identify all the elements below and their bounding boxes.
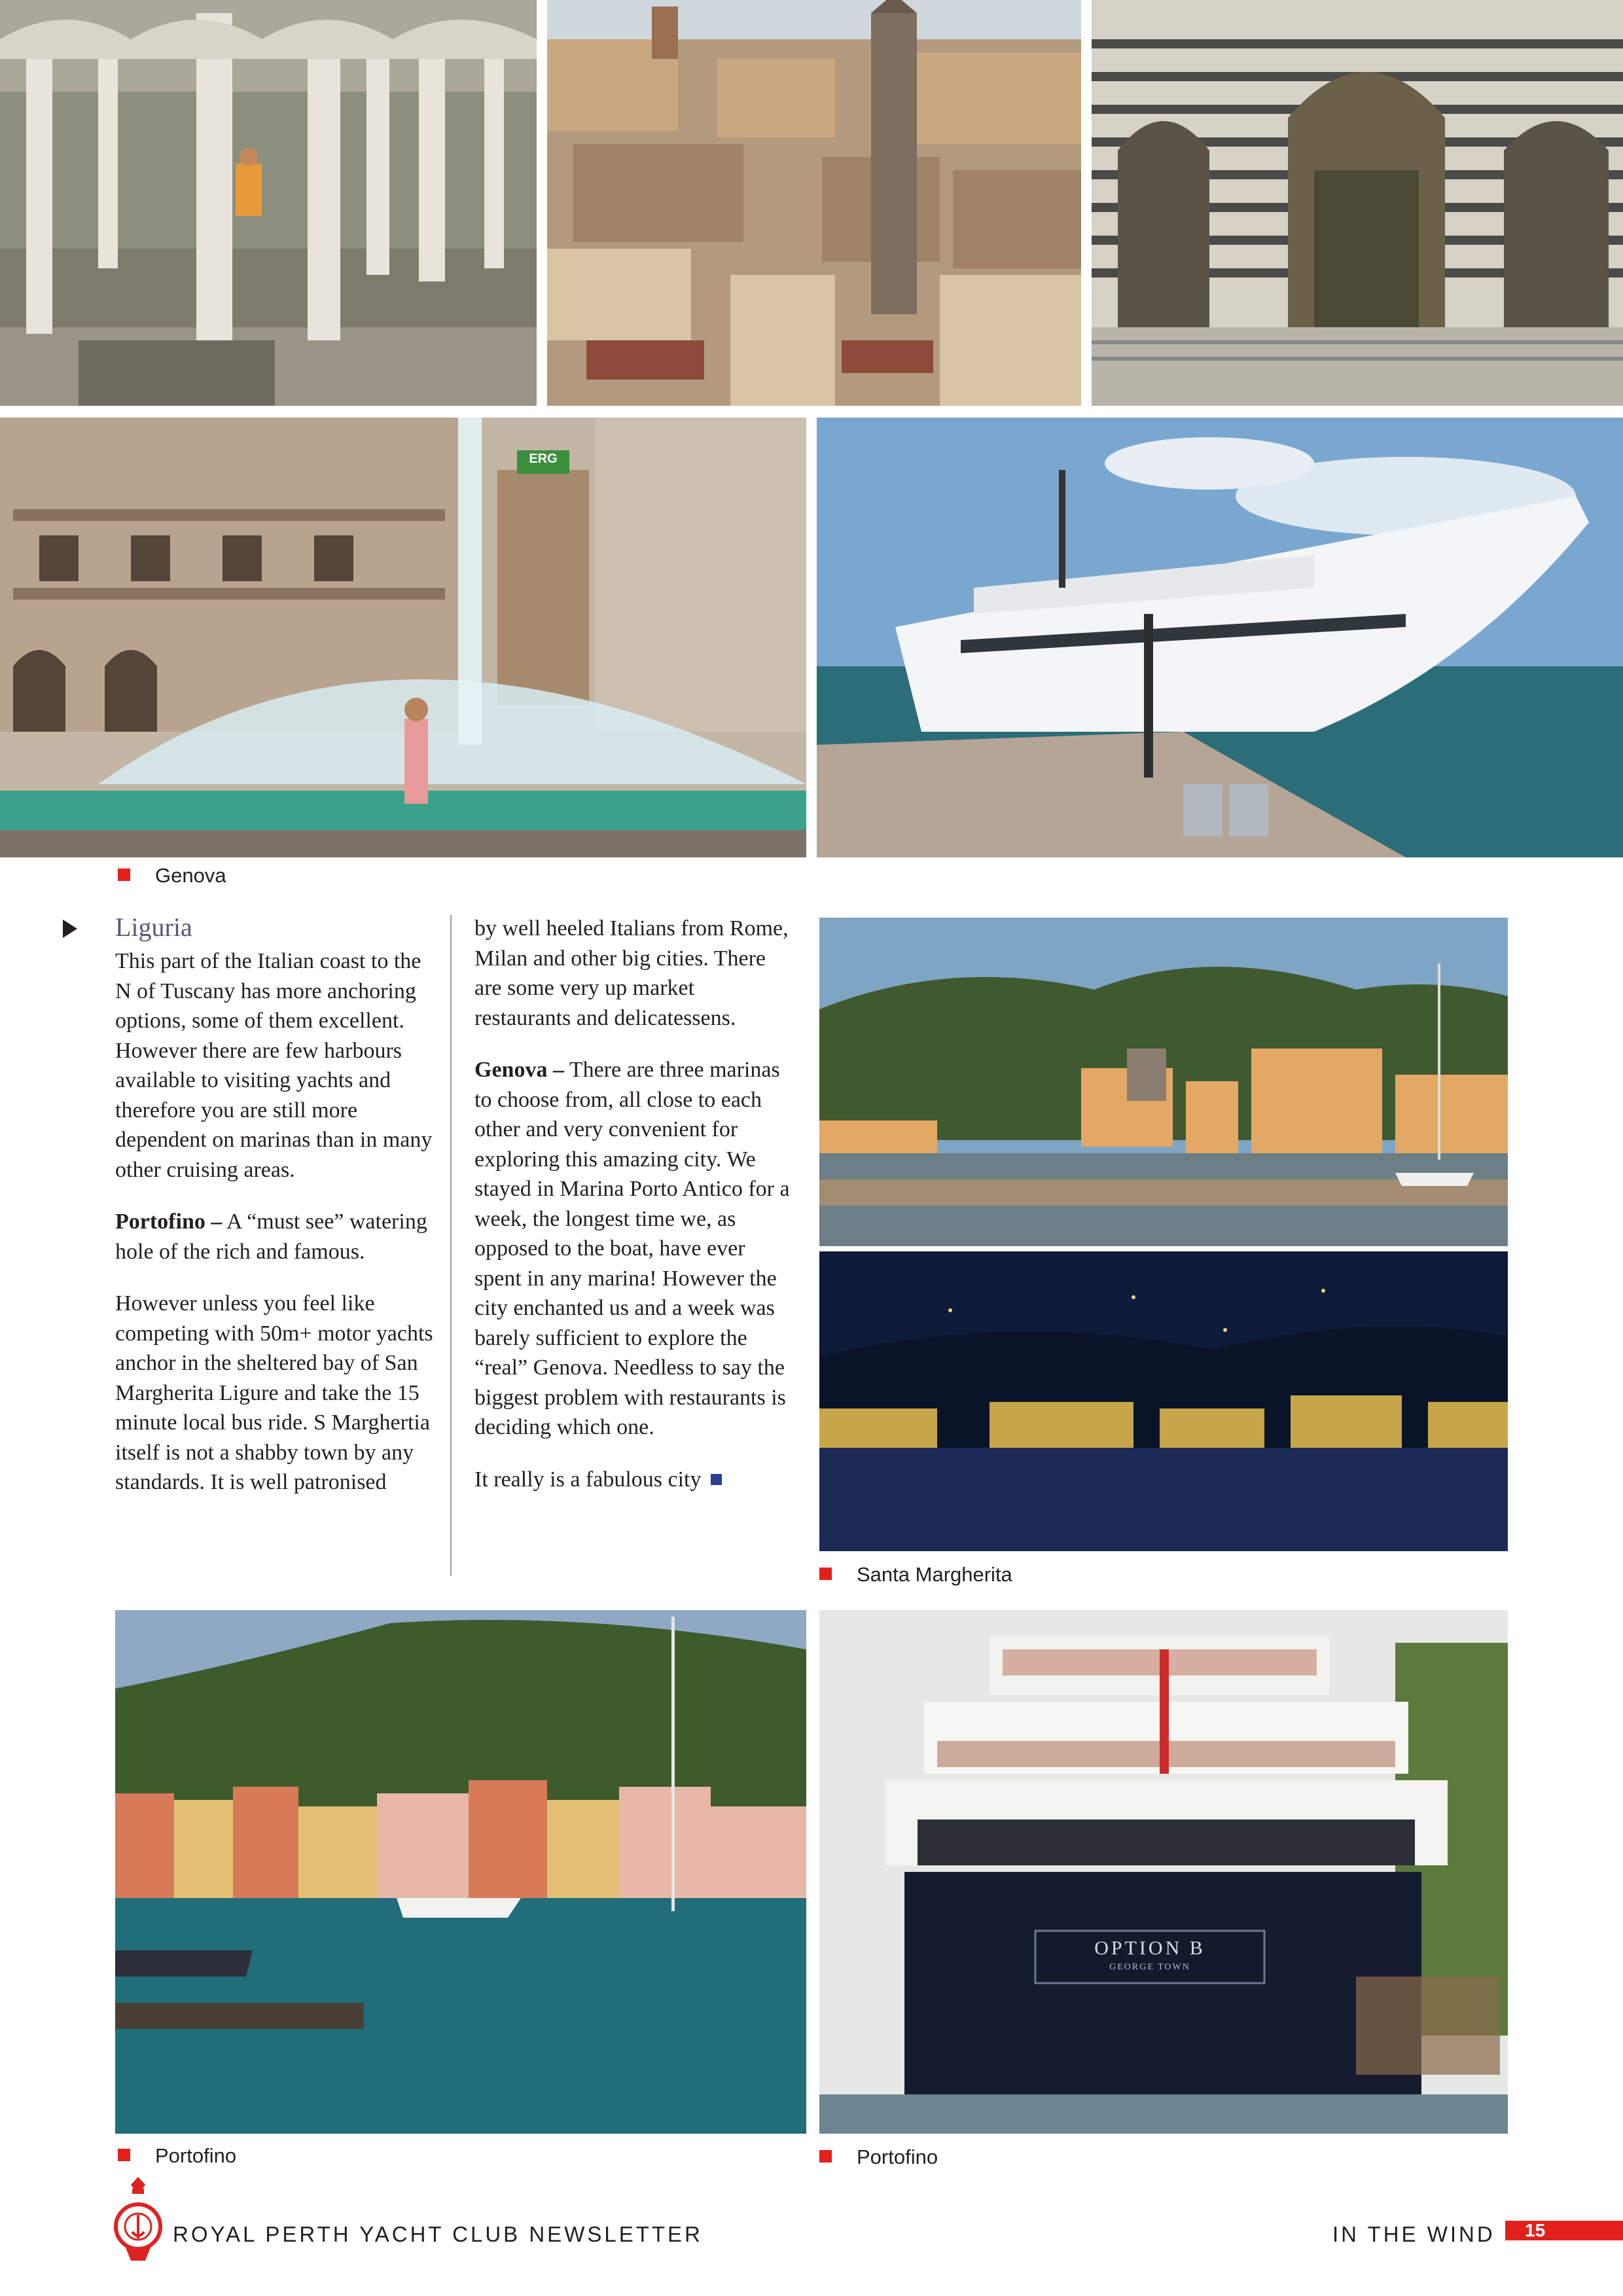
section-arrow-icon (63, 920, 77, 938)
genova-text: There are three marinas to choose from, all close to each other and very convenient for exploring this amazing city. We stayed in Marina Porto Antico for a week, the longest time we, as opposed to the boat, have ever spent in any marina! However the city enchanted us and a week was barely sufficient to explore the “real” Genova. Needless to say the biggest problem with restaurants is deciding which one. (474, 1058, 790, 1439)
photo-santa-margherita-dusk (819, 918, 1508, 1246)
footer-newsletter-title: ROYAL PERTH YACHT CLUB NEWSLETTER (173, 2222, 703, 2246)
tower-sign: ERG (529, 452, 558, 466)
article-column-2 (474, 914, 795, 1516)
photo-portofino-harbour (115, 1610, 806, 2134)
article-column-1 (115, 911, 436, 1520)
caption-text: Santa Margherita (857, 1563, 1012, 1586)
page-number: 15 (1505, 2221, 1623, 2240)
caption-portofino-left (118, 2144, 236, 2168)
yacht-port: GEORGE TOWN (1109, 1962, 1190, 1972)
caption-text: Portofino (155, 2144, 237, 2167)
caption-marker (118, 2149, 130, 2161)
article-closing (474, 1465, 795, 1495)
footer-section-title: IN THE WIND (1332, 2222, 1495, 2246)
article-heading: Liguria (115, 912, 192, 942)
portofino-lead: Portofino – (115, 1210, 223, 1234)
article-portofino-para (115, 1207, 436, 1266)
caption-marker (819, 1568, 832, 1580)
yacht-name: OPTION B (1094, 1937, 1205, 1959)
portofino-text: A “must see” watering hole of the rich and famous. (115, 1210, 427, 1264)
photo-city-rooftops (547, 0, 1081, 406)
article-col2-continuation: by well heeled Italians from Rome, Milan and other big cities. There are some very up market restaurants and delicatessens. (474, 916, 789, 1030)
photo-fountain-piazza (0, 418, 806, 857)
photo-santa-margherita-night (819, 1251, 1508, 1551)
caption-text: Genova (155, 864, 226, 887)
caption-marker (819, 2150, 832, 2162)
caption-marker (118, 869, 130, 881)
end-mark-icon (711, 1474, 722, 1485)
caption-genova (118, 864, 226, 888)
caption-santa-margherita (819, 1563, 1012, 1587)
photo-cathedral-facade (1092, 0, 1623, 406)
caption-text: Portofino (857, 2145, 938, 2168)
article-genova-para (474, 1055, 795, 1443)
article-intro: This part of the Italian coast to the N of Tuscany has more anchoring options, some of them excellent. However there are few harbours available to visiting yachts and therefore you are still more dependent on marinas than in many other cruising areas. (115, 949, 433, 1182)
photo-cloister (0, 0, 537, 406)
article-para-3: However unless you feel like competing with 50m+ motor yachts anchor in the sheltered bay of San Margherita Ligure and take the 15 minute local bus ride. S Marghertia itself is not a shabby town by any standards. It is well patronised (115, 1291, 433, 1494)
column-divider (450, 915, 452, 1576)
photo-superyacht-quay (817, 418, 1623, 857)
genova-lead: Genova – (474, 1058, 564, 1082)
closing-text: It really is a fabulous city (474, 1467, 702, 1492)
club-crest-icon (113, 2174, 164, 2266)
caption-portofino-right (819, 2145, 938, 2169)
photo-option-b-yacht (819, 1610, 1508, 2134)
